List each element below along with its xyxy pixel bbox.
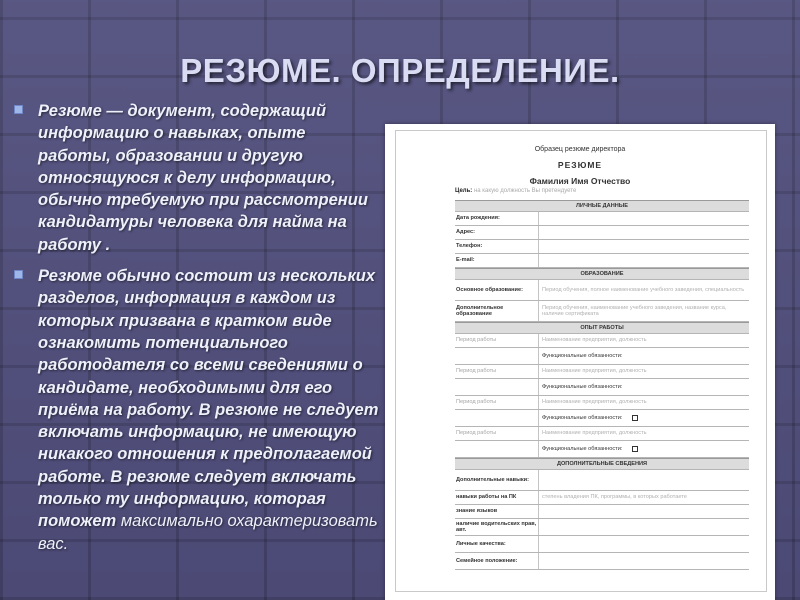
field-row xyxy=(455,226,749,240)
resume-heading: РЕЗЮМЕ xyxy=(557,160,603,170)
resume-sample-image xyxy=(385,124,775,600)
extra-row xyxy=(455,470,749,491)
field-value xyxy=(538,212,749,225)
resume-name: Фамилия Имя Отчество xyxy=(529,176,631,186)
bullet-text-thin: максимально охарактеризовать вас. xyxy=(38,512,378,553)
field-value: степень владения ПК, программы, в которых работаете xyxy=(538,491,749,504)
goal-label: Цель: xyxy=(455,188,473,194)
square-bullet-icon xyxy=(14,105,23,114)
field-label: Телефон: xyxy=(456,243,483,250)
section-education: ОБРАЗОВАНИЕ xyxy=(455,268,749,280)
bullet-text xyxy=(38,267,378,553)
bullet-item-definition xyxy=(12,100,382,256)
period-label: Период работы xyxy=(456,368,497,375)
duties-label: Функциональные обязанности: xyxy=(542,383,623,390)
job-company-row xyxy=(455,365,749,379)
field-label: Основное образование: xyxy=(456,286,523,293)
field-value: Период обучения, наименование учебного заведения, название курса, наличие сертификата xyxy=(538,301,749,321)
job-duties-row xyxy=(455,410,749,427)
extra-row xyxy=(455,505,749,519)
extra-row xyxy=(455,536,749,553)
duties-label: Функциональные обязанности: xyxy=(542,352,623,359)
duties-label: Функциональные обязанности: xyxy=(542,445,623,452)
field-label: Дополнительные навыки: xyxy=(456,476,529,483)
extra-row xyxy=(455,491,749,505)
checkbox-square-icon xyxy=(632,415,638,421)
period-label: Период работы xyxy=(456,399,497,406)
field-value xyxy=(538,505,749,518)
section-experience: ОПЫТ РАБОТЫ xyxy=(455,322,749,334)
field-value xyxy=(538,240,749,253)
field-value xyxy=(538,254,749,267)
field-row xyxy=(455,254,749,268)
education-row xyxy=(455,301,749,322)
resume-table xyxy=(455,200,749,570)
field-label: Семейное положение: xyxy=(456,557,518,564)
field-value xyxy=(538,226,749,239)
duties-value xyxy=(538,410,749,426)
field-label: Адрес: xyxy=(456,229,476,236)
company-value: Наименование предприятия, должность xyxy=(538,334,749,347)
job-duties-row xyxy=(455,379,749,396)
extra-row xyxy=(455,519,749,536)
bullet-item-structure xyxy=(12,265,382,555)
education-row xyxy=(455,280,749,301)
checkbox-square-icon xyxy=(632,446,638,452)
bullet-text-bold: Резюме обычно состоит из нескольких разделов, информация в каждом из которых призвана в кратком виде ознакомить потенциального работодателя со всеми сведениями о кандидате, необходимыми для его приёма на работу. В резюме не следует включать информацию, не имеющую никакого отношения к предполагаемой работе. В резюме следует включать только ту информацию, которая поможет xyxy=(38,267,379,531)
field-label: Дата рождения: xyxy=(456,215,500,222)
company-value: Наименование предприятия, должность xyxy=(538,365,749,378)
bullet-text: Резюме — документ, содержащий информацию о навыках, опыте работы, образовании и другую относящуюся к делу информацию, обычно требуемую при рассмотрении кандидатуры человека для найма на работу . xyxy=(38,102,368,254)
goal-value: на какую должность Вы претендуете xyxy=(473,188,577,194)
extra-row xyxy=(455,553,749,570)
field-value xyxy=(538,553,749,569)
company-value: Наименование предприятия, должность xyxy=(538,396,749,409)
square-bullet-icon xyxy=(14,270,23,279)
field-label: E-mail: xyxy=(456,257,475,264)
field-value xyxy=(538,536,749,552)
job-company-row xyxy=(455,334,749,348)
job-duties-row xyxy=(455,348,749,365)
field-label: знание языков xyxy=(456,508,498,515)
field-label: навыки работы на ПК xyxy=(456,494,517,501)
field-value xyxy=(538,470,749,490)
duties-value xyxy=(538,441,749,457)
resume-goal xyxy=(455,188,576,194)
period-label: Период работы xyxy=(456,430,497,437)
section-personal: ЛИЧНЫЕ ДАННЫЕ xyxy=(455,200,749,212)
period-label: Период работы xyxy=(456,337,497,344)
resume-caption: Образец резюме директора xyxy=(534,146,626,153)
bullet-list xyxy=(12,100,382,555)
field-label: Личные качества: xyxy=(456,540,506,547)
field-row xyxy=(455,212,749,226)
duties-label: Функциональные обязанности: xyxy=(542,414,623,421)
field-label: Дополнительное образование xyxy=(456,304,504,317)
section-extra: ДОПОЛНИТЕЛЬНЫЕ СВЕДЕНИЯ xyxy=(455,458,749,470)
job-company-row xyxy=(455,396,749,410)
slide-title: РЕЗЮМЕ. ОПРЕДЕЛЕНИЕ. xyxy=(180,52,620,89)
field-label: наличие водительских прав, авт. xyxy=(456,520,537,533)
field-value xyxy=(538,519,749,535)
company-value: Наименование предприятия, должность xyxy=(538,427,749,440)
field-value: Период обучения, полное наименование учебного заведения, специальность xyxy=(538,280,749,300)
job-company-row xyxy=(455,427,749,441)
duties-value xyxy=(538,379,749,395)
field-row xyxy=(455,240,749,254)
duties-value xyxy=(538,348,749,364)
job-duties-row xyxy=(455,441,749,458)
